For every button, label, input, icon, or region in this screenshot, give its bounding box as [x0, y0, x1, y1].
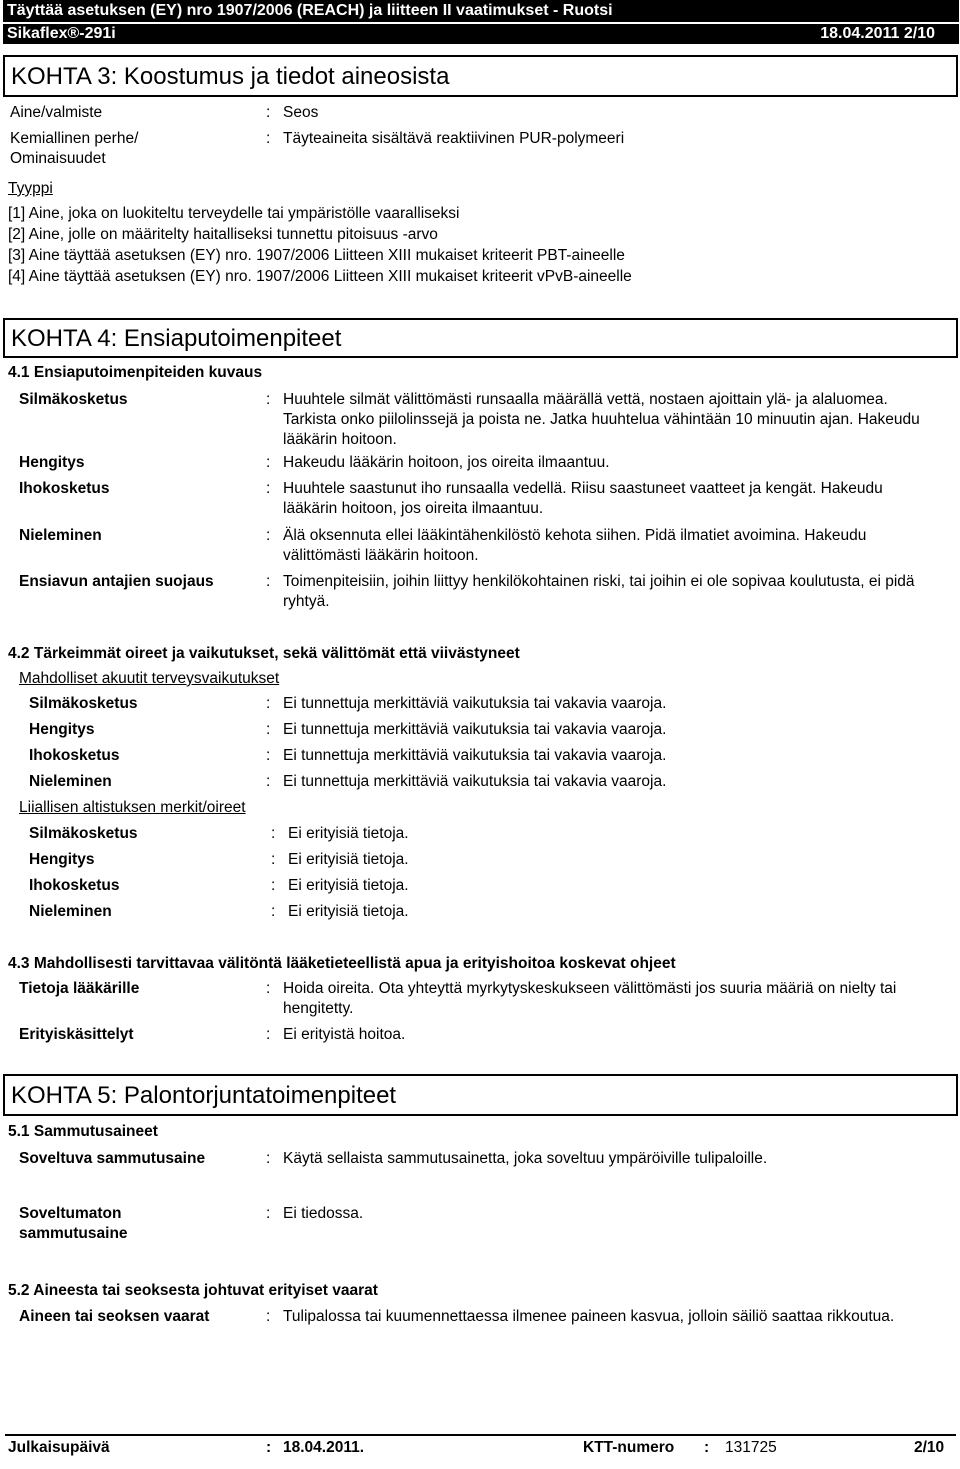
acute-label-eye: Silmäkosketus [29, 695, 138, 712]
section-4-heading [3, 318, 958, 358]
unsuitable-media-label-2: sammutusaine [19, 1225, 128, 1242]
subsection-5-1-title: 5.1 Sammutusaineet [8, 1123, 158, 1140]
footer-ktt-label: KTT-numero [583, 1439, 675, 1456]
section-3-title: KOHTA 3: Koostumus ja tiedot aineosista [11, 63, 450, 90]
overexp-value-eye: Ei erityisiä tietoja. [288, 825, 409, 842]
colon: : [266, 130, 271, 147]
section-5-heading [3, 1074, 958, 1116]
chemical-family-value: Täyteaineita sisältävä reaktiivinen PUR-polymeeri [283, 130, 625, 147]
section-5-title: KOHTA 5: Palontorjuntatoimenpiteet [11, 1082, 397, 1109]
special-treatment-label: Erityiskäsittelyt [19, 1026, 134, 1043]
measure-label-first-aider: Ensiavun antajien suojaus [19, 573, 214, 590]
doctor-info-value: Hoida oireita. Ota yhteyttä myrkytyskeskukseen välittömästi jos suuria määriä on nielty tai hengitetty. [283, 980, 897, 1017]
measure-value-skin: Huuhtele saastunut iho runsaalla vedellä. Riisu saastuneet vaatteet ja kengät. Hakeudu lääkärin hoitoon, jos oireita ilmaantuu. [283, 480, 883, 517]
colon: : [266, 527, 271, 544]
type-item-3: [3] Aine täyttää asetuksen (EY) nro. 1907/2006 Liitteen XIII mukaiset kriteerit PBT-aineelle [8, 247, 625, 264]
footer-pub-value: 18.04.2011. [283, 1439, 365, 1456]
colon: : [271, 851, 276, 868]
colon: : [266, 573, 271, 590]
measure-label-inhalation: Hengitys [19, 454, 85, 471]
product-name: Sikaflex®-291i [7, 25, 116, 42]
colon: : [266, 1308, 271, 1325]
colon: : [266, 104, 271, 121]
colon: : [266, 391, 271, 408]
acute-value-skin: Ei tunnettuja merkittäviä vaikutuksia tai vakavia vaaroja. [283, 747, 667, 764]
type-label: Tyyppi [8, 180, 53, 197]
colon: : [271, 825, 276, 842]
colon: : [266, 980, 271, 997]
colon: : [266, 454, 271, 471]
colon: : [266, 747, 271, 764]
hazard-value: Tulipalossa tai kuumennettaessa ilmenee paineen kasvua, jolloin säiliö saattaa rikkoutua. [283, 1308, 895, 1325]
colon: : [266, 1150, 271, 1167]
header-date-page: 18.04.2011 2/10 [820, 25, 935, 42]
acute-effects-title: Mahdolliset akuutit terveysvaikutukset [19, 670, 280, 687]
subsection-5-2-title: 5.2 Aineesta tai seoksesta johtuvat erityiset vaarat [8, 1282, 378, 1299]
section-3-heading [3, 55, 958, 97]
acute-label-ingestion: Nieleminen [29, 773, 112, 790]
suitable-media-value: Käytä sellaista sammutusainetta, joka soveltuu ympäröiville tulipaloille. [283, 1150, 768, 1167]
colon: : [271, 903, 276, 920]
colon: : [266, 773, 271, 790]
footer-ktt-value: 131725 [725, 1439, 777, 1456]
overexp-label-eye: Silmäkosketus [29, 825, 138, 842]
acute-value-eye: Ei tunnettuja merkittäviä vaikutuksia tai vakavia vaaroja. [283, 695, 667, 712]
colon: : [266, 480, 271, 497]
overexposure-title: Liiallisen altistuksen merkit/oireet [19, 799, 246, 816]
unsuitable-media-label: Soveltumaton [19, 1205, 122, 1222]
subsection-4-1-title: 4.1 Ensiaputoimenpiteiden kuvaus [8, 364, 263, 381]
colon: : [266, 1026, 271, 1043]
suitable-media-label: Soveltuva sammutusaine [19, 1150, 206, 1167]
special-treatment-value: Ei erityistä hoitoa. [283, 1026, 406, 1043]
type-item-2: [2] Aine, jolle on määritelty haitalliseksi tunnettu pitoisuus -arvo [8, 226, 438, 243]
overexp-label-skin: Ihokosketus [29, 877, 120, 894]
overexp-value-inhalation: Ei erityisiä tietoja. [288, 851, 409, 868]
colon: : [271, 877, 276, 894]
measure-value-inhalation: Hakeudu lääkärin hoitoon, jos oireita ilmaantuu. [283, 454, 610, 471]
acute-label-skin: Ihokosketus [29, 747, 120, 764]
measure-label-skin: Ihokosketus [19, 480, 110, 497]
chemical-family-label: Kemiallinen perhe/ [10, 130, 139, 147]
measure-value-ingestion: Älä oksennuta ellei lääkintähenkilöstö kehota siihen. Pidä ilmatiet avoimina. Hakeudu välittömästi lääkärin hoitoon. [283, 527, 867, 564]
footer-pub-label: Julkaisupäivä [8, 1439, 110, 1456]
document-header-title: Täyttää asetuksen (EY) nro 1907/2006 (REACH) ja liitteen II vaatimukset - Ruotsi [3, 0, 959, 22]
substance-value: Seos [283, 104, 319, 121]
doctor-info-label: Tietoja lääkärille [19, 980, 140, 997]
measure-value-eye: Huuhtele silmät välittömästi runsaalla määrällä vettä, nostaen ajoittain ylä- ja alaluomea. Tarkista onko piilolinssejä ja poista ne. Jatka huuhtelua vähintään 10 minuutin ajan. Hakeudu lääkärin hoitoon. [283, 391, 920, 448]
overexp-label-inhalation: Hengitys [29, 851, 95, 868]
colon: : [266, 721, 271, 738]
acute-value-inhalation: Ei tunnettuja merkittäviä vaikutuksia tai vakavia vaaroja. [283, 721, 667, 738]
measure-value-first-aider: Toimenpiteisiin, joihin liittyy henkilökohtainen riski, tai joihin ei ole sopivaa koulutusta, ei pidä ryhtyä. [283, 573, 915, 610]
colon: : [704, 1439, 710, 1456]
type-item-4: [4] Aine täyttää asetuksen (EY) nro. 1907/2006 Liitteen XIII mukaiset kriteerit vPvB-aineelle [8, 268, 632, 285]
type-item-1: [1] Aine, joka on luokiteltu terveydelle tai ympäristölle vaaralliseksi [8, 205, 460, 222]
measure-label-ingestion: Nieleminen [19, 527, 102, 544]
section-4-title: KOHTA 4: Ensiaputoimenpiteet [11, 325, 342, 352]
footer-page: 2/10 [914, 1439, 945, 1456]
subsection-4-2-title: 4.2 Tärkeimmät oireet ja vaikutukset, sekä välittömät että viivästyneet [8, 645, 520, 662]
overexp-value-skin: Ei erityisiä tietoja. [288, 877, 409, 894]
chemical-family-label-2: Ominaisuudet [10, 150, 106, 167]
colon: : [266, 1439, 272, 1456]
acute-value-ingestion: Ei tunnettuja merkittäviä vaikutuksia tai vakavia vaaroja. [283, 773, 667, 790]
subsection-4-3-title: 4.3 Mahdollisesti tarvittavaa välitöntä lääketieteellistä apua ja erityishoitoa koskevat ohjeet [8, 955, 676, 972]
unsuitable-media-value: Ei tiedossa. [283, 1205, 364, 1222]
overexp-label-ingestion: Nieleminen [29, 903, 112, 920]
hazard-label: Aineen tai seoksen vaarat [19, 1308, 210, 1325]
colon: : [266, 1205, 271, 1222]
document-header-product-bar [3, 24, 959, 44]
measure-label-eye: Silmäkosketus [19, 391, 128, 408]
overexp-value-ingestion: Ei erityisiä tietoja. [288, 903, 409, 920]
acute-label-inhalation: Hengitys [29, 721, 95, 738]
footer-divider [5, 1434, 956, 1436]
substance-label: Aine/valmiste [10, 104, 103, 121]
colon: : [266, 695, 271, 712]
